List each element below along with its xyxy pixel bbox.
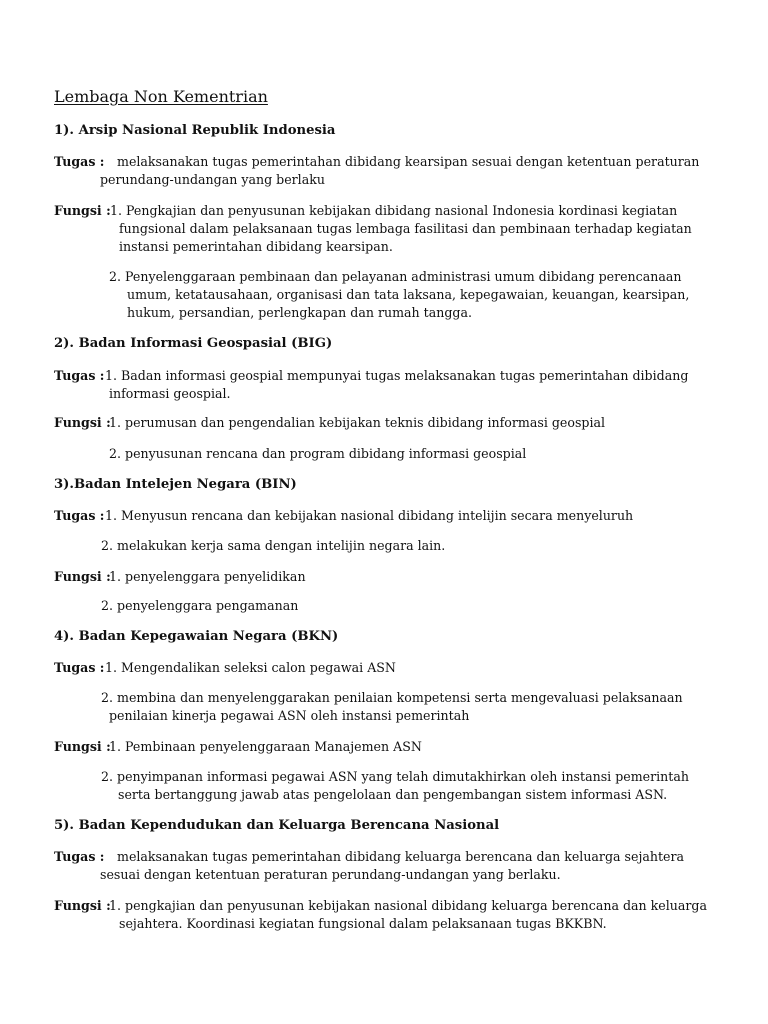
fungsi-3-2: 2. penyelenggara pengamanan [101,598,299,613]
fungsi-label-5: Fungsi : [54,898,111,913]
fungsi-1-2-line-2: umum, ketatausahaan, organisasi dan tata laksana, kepegawaian, keuangan, kearsipan, [127,287,690,302]
fungsi-4-1: 1. Pembinaan penyelenggaraan Manajemen ASN [109,739,422,754]
tugas-label-3: Tugas : [54,508,105,523]
tugas-text-5-line-2: sesuai dengan ketentuan peraturan perundang-undangan yang berlaku. [100,867,561,882]
tugas-text-1-line-1: melaksanakan tugas pemerintahan dibidang kearsipan sesuai dengan ketentuan peraturan [117,154,700,169]
section-heading-5: 5). Badan Kependudukan dan Keluarga Berencana Nasional [54,818,500,833]
section-heading-3: 3).Badan Intelejen Negara (BIN) [54,477,297,492]
fungsi-3-1: 1. penyelenggara penyelidikan [109,569,306,584]
page-title: Lembaga Non Kementrian [54,87,268,106]
tugas-label-2: Tugas : [54,368,105,383]
fungsi-1-1-line-2: fungsional dalam pelaksanaan tugas lembaga fasilitasi dan pembinaan terhadap kegiatan [119,221,692,236]
fungsi-1-1-line-3: instansi pemerintahan dibidang kearsipan. [119,239,393,254]
fungsi-label-3: Fungsi : [54,569,111,584]
tugas-3-1: 1. Menyusun rencana dan kebijakan nasional dibidang intelijin secara menyeluruh [105,508,634,523]
tugas-text-2-line-2: informasi geospial. [109,386,231,401]
tugas-label-5: Tugas : [54,849,105,864]
tugas-text-5-line-1: melaksanakan tugas pemerintahan dibidang keluarga berencana dan keluarga sejahtera [117,849,685,864]
fungsi-1-1-line-1: 1. Pengkajian dan penyusunan kebijakan dibidang nasional Indonesia kordinasi kegiatan [110,203,678,218]
tugas-3-2: 2. melakukan kerja sama dengan intelijin negara lain. [101,538,446,553]
fungsi-label-2: Fungsi : [54,415,111,430]
fungsi-1-2-line-3: hukum, persandian, perlengkapan dan rumah tangga. [127,305,472,320]
tugas-4-2-line-1: 2. membina dan menyelenggarakan penilaian kompetensi serta mengevaluasi pelaksanaan [101,690,683,705]
fungsi-2-1: 1. perumusan dan pengendalian kebijakan teknis dibidang informasi geospial [109,415,606,430]
section-heading-2: 2). Badan Informasi Geospasial (BIG) [54,336,333,351]
section-heading-4: 4). Badan Kepegawaian Negara (BKN) [54,629,339,644]
tugas-4-1: 1. Mengendalikan seleksi calon pegawai ASN [105,660,396,675]
fungsi-label-4: Fungsi : [54,739,111,754]
fungsi-1-2-line-1: 2. Penyelenggaraan pembinaan dan pelayanan administrasi umum dibidang perencanaan [109,269,682,284]
tugas-text-1-line-2: perundang-undangan yang berlaku [100,172,325,187]
fungsi-4-2-line-1: 2. penyimpanan informasi pegawai ASN yang telah dimutakhirkan oleh instansi pemerintah [101,769,689,784]
section-heading-1: 1). Arsip Nasional Republik Indonesia [54,123,336,138]
tugas-4-2-line-2: penilaian kinerja pegawai ASN oleh instansi pemerintah [109,708,470,723]
fungsi-2-2: 2. penyusunan rencana dan program dibidang informasi geospial [109,446,527,461]
tugas-label-4: Tugas : [54,660,105,675]
fungsi-5-1-line-1: 1. pengkajian dan penyusunan kebijakan nasional dibidang keluarga berencana dan keluarga [109,898,707,913]
tugas-label-1: Tugas : [54,154,105,169]
fungsi-4-2-line-2: serta bertanggung jawab atas pengelolaan dan pengembangan sistem informasi ASN. [118,787,668,802]
tugas-text-2-line-1: 1. Badan informasi geospial mempunyai tugas melaksanakan tugas pemerintahan dibidang [105,368,689,383]
fungsi-label-1: Fungsi : [54,203,111,218]
fungsi-5-1-line-2: sejahtera. Koordinasi kegiatan fungsional dalam pelaksanaan tugas BKKBN. [119,916,607,931]
